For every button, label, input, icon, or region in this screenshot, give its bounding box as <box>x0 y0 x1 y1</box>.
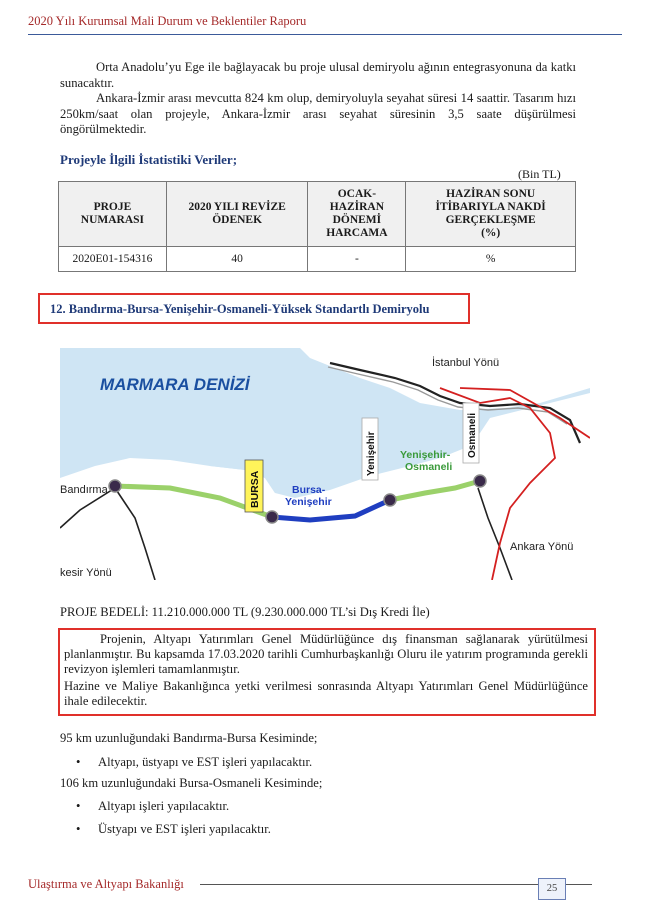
station-bandirma-marker <box>109 480 121 492</box>
col-header-line: OCAK- <box>337 188 377 200</box>
cell-project-number: 2020E01-154316 <box>59 247 167 272</box>
istanbul-direction-label: İstanbul Yönü <box>432 357 500 369</box>
col-header-line: İTİBARIYLA NAKDİ <box>435 201 546 213</box>
cell-spending: - <box>308 247 406 272</box>
project-cost: PROJE BEDELİ: 11.210.000.000 TL (9.230.000.000 TL’si Dış Kredi İle) <box>60 605 430 619</box>
footer-ministry: Ulaştırma ve Altyapı Bakanlığı <box>28 877 184 891</box>
col-header-line: ÖDENEK <box>212 214 263 226</box>
bullet-marker: • <box>76 755 81 769</box>
railway-map <box>60 348 590 580</box>
col-header-line: NUMARASI <box>80 214 145 226</box>
segment-1-title: 95 km uzunluğundaki Bandırma-Bursa Kesiminde; <box>60 731 318 745</box>
table-header-row <box>59 182 576 247</box>
bandirma-label: Bandırma <box>60 484 108 496</box>
segment-1-item-1: Altyapı, üstyapı ve EST işleri yapılacaktır. <box>98 755 313 769</box>
stats-table <box>58 181 576 272</box>
cell-realization: % <box>406 247 576 272</box>
col-header-line: GERÇEKLEŞME <box>445 214 536 226</box>
col-header-line: (%) <box>481 227 501 239</box>
yenisehir-osmaneli-label-2: Osmaneli <box>405 461 453 473</box>
col-header-revised-budget <box>166 182 308 247</box>
report-header-title: 2020 Yılı Kurumsal Mali Durum ve Beklentiler Raporu <box>28 14 307 28</box>
col-header-line: HAZİRAN <box>329 201 385 213</box>
segment-2-item-1: Altyapı işleri yapılacaktır. <box>98 799 230 813</box>
stats-heading: Projeyle İlgili İstatistiki Veriler; <box>60 152 238 167</box>
cell-revised-budget: 40 <box>166 247 308 272</box>
col-header-line: 2020 YILI REVİZE <box>188 201 286 213</box>
intro-paragraph-2: Ankara-İzmir arası mevcutta 824 km olup, demiryoluyla seyahat süresi 14 saattir. Tasarım hızı 250km/saat olan projeyle, Ankara-İzmir arası seyahat süresinin 3,5 saate düşürülmesi öngörülmektedir. <box>60 91 576 136</box>
unit-label: (Bin TL) <box>518 167 561 181</box>
col-header-line: HAZİRAN SONU <box>446 188 536 200</box>
osmaneli-label: Osmaneli <box>467 412 478 458</box>
col-header-line: PROJE <box>93 201 132 213</box>
intro-paragraph-1: Orta Anadolu’yu Ege ile bağlayacak bu proje ulusal demiryolu ağının entegrasyonuna da katkı sunacaktır. <box>60 60 576 90</box>
table-row <box>59 247 576 272</box>
financing-paragraph-2: Hazine ve Maliye Bakanlığınca yetki verilmesi sonrasında Altyapı Yatırımları Genel Müdürlüğünce ihale edilecektir. <box>64 679 588 708</box>
station-osmaneli-marker <box>474 475 486 487</box>
bullet-marker: • <box>76 822 81 836</box>
financing-paragraph-1: Projenin, Altyapı Yatırımları Genel Müdürlüğünce dış finansman sağlanarak yürütülmesi planlanmıştır. Bu kapsamda 17.03.2020 tarihli Cumhurbaşkanlığı Oluru ile yatırım programında gerekli revizyon işlemleri tamamlanmıştır. <box>64 632 588 676</box>
station-yenisehir-marker <box>384 494 396 506</box>
yenisehir-osmaneli-label-1: Yenişehir- <box>400 449 451 461</box>
segment-2-item-2: Üstyapı ve EST işleri yapılacaktır. <box>98 822 271 836</box>
page-number: 25 <box>538 878 566 900</box>
col-header-project-number <box>59 182 167 247</box>
col-header-line: HARCAMA <box>326 227 388 239</box>
yenisehir-label: Yenişehir <box>366 431 377 476</box>
ankara-direction-label: Ankara Yönü <box>510 541 574 553</box>
station-bursa-marker <box>266 511 278 523</box>
col-header-spending <box>308 182 406 247</box>
col-header-realization <box>406 182 576 247</box>
kesir-direction-label: kesir Yönü <box>60 567 112 579</box>
bullet-marker: • <box>76 799 81 813</box>
footer-divider <box>200 884 592 885</box>
sea-label: MARMARA DENİZİ <box>100 375 250 394</box>
bursa-yenisehir-label-2: Yenişehir <box>285 496 332 508</box>
segment-2-title: 106 km uzunluğundaki Bursa-Osmaneli Kesiminde; <box>60 776 323 790</box>
section-12-title: 12. Bandırma-Bursa-Yenişehir-Osmaneli-Yüksek Standartlı Demiryolu <box>50 302 430 316</box>
header-divider <box>28 34 622 35</box>
bursa-label: BURSA <box>249 470 261 508</box>
col-header-line: DÖNEMİ <box>332 214 382 226</box>
bursa-yenisehir-label-1: Bursa- <box>292 484 326 496</box>
